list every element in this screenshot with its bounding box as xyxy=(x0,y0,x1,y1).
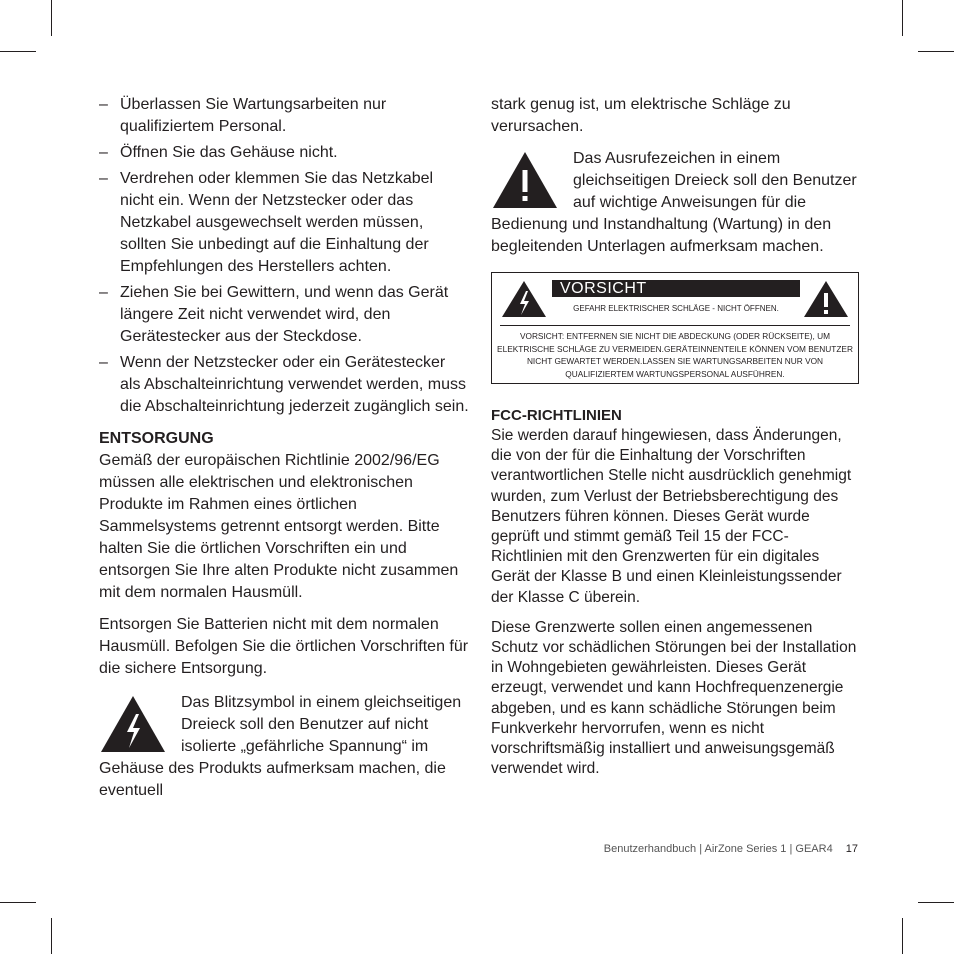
list-item xyxy=(99,142,469,164)
list-item-text: Überlassen Sie Wartungsarbeiten nur qualifiziertem Personal. xyxy=(120,96,387,135)
fcc-heading: FCC-RICHTLINIEN xyxy=(491,407,622,424)
lightning-note xyxy=(99,692,469,802)
fcc-text-1: Sie werden darauf hingewiesen, dass Änderungen, die von der für die Einhaltung der Vorschriften verantwortlichen Stelle nicht ausdrücklich genehmigt wurden, zum Verlust der Betriebsberechtigung des Benutzers führen können. Dieses Gerät wurde geprüft und stimmt gemäß Teil 15 der FCC-Richtlinien mit den Grenzwerten für ein digitales Gerät der Klasse B und einen Kleinleistungssender der Klasse C überein. xyxy=(491,427,852,606)
disposal-text: Gemäß der europäischen Richtlinie 2002/96/EG müssen alle elektrischen und elektronischen Produkte im Rahmen eines örtlichen Sammelsystems getrennt entsorgt werden. Bitte halten Sie die örtlichen Vorschriften ein und entsorgen Sie Ihre alten Produkte nicht zusammen mit dem normalen Hausmüll. xyxy=(99,452,459,601)
bullet-dash: – xyxy=(99,144,108,161)
caution-title: VORSICHT xyxy=(552,280,800,297)
fcc-text-2: Diese Grenzwerte sollen einen angemessenen Schutz vor schädlichen Störungen bei der Installation in Wohngebieten gewährleisten. Dieses Gerät erzeugt, verwendet und kann Hochfrequenzenergie abgeben, und es kann schädliche Störungen beim Funkverkehr hervorrufen, wenn es nicht vorschriftsmäßig installiert und anweisungsgemäß verwendet wird. xyxy=(491,618,857,778)
crop-mark xyxy=(918,51,954,52)
footer-text: Benutzerhandbuch | AirZone Series 1 | GEAR4 xyxy=(603,843,833,855)
lightning-warning-icon xyxy=(99,692,181,756)
exclamation-text: Das Ausrufezeichen in einem gleichseitigen Dreieck soll den Benutzer auf wichtige Anweisungen für die Bedienung und Instandhaltung (Wartung) in den begleitenden Unterlagen aufmerksam machen. xyxy=(491,150,857,255)
bullet-dash: – xyxy=(99,284,108,301)
bullet-dash: – xyxy=(99,170,108,187)
list-item xyxy=(99,282,469,348)
disposal-heading: ENTSORGUNG xyxy=(99,430,214,447)
list-item-text: Öffnen Sie das Gehäuse nicht. xyxy=(120,144,338,161)
battery-text: Entsorgen Sie Batterien nicht mit dem normalen Hausmüll. Befolgen Sie die örtlichen Vorschriften für die sichere Entsorgung. xyxy=(99,616,469,677)
page-number: 17 xyxy=(845,843,858,855)
list-item xyxy=(99,94,469,138)
right-column xyxy=(491,94,859,789)
lightning-warning-icon xyxy=(500,279,548,319)
bullet-dash: – xyxy=(99,96,108,113)
page-footer xyxy=(604,843,858,855)
list-item-text: Ziehen Sie bei Gewittern, und wenn das Gerät längere Zeit nicht verwendet wird, den Gerätestecker aus der Steckdose. xyxy=(120,284,449,345)
list-item-text: Wenn der Netzstecker oder ein Gerätestecker als Abschalteinrichtung verwendet werden, muss die Abschalteinrichtung jederzeit zugänglich sein. xyxy=(120,354,469,415)
crop-mark xyxy=(0,902,36,903)
crop-mark xyxy=(918,902,954,903)
caution-header xyxy=(492,273,858,325)
exclamation-warning-icon xyxy=(491,148,573,212)
continuation-text: stark genug ist, um elektrische Schläge zu verursachen. xyxy=(491,96,791,135)
caution-body: VORSICHT: ENTFERNEN SIE NICHT DIE ABDECKUNG (ODER RÜCKSEITE), UM ELEKTRISCHE SCHLÄGE ZU VERMEIDEN.GERÄTEINNENTEILE KÖNNEN VOM BENUTZER NICHT GEWARTET WERDEN.LASSEN SIE WARTUNGSARBEITEN NUR VON QUALIFIZIERTEM WARTUNGSPERSONAL AUSFÜHREN. xyxy=(497,331,853,379)
list-item xyxy=(99,352,469,418)
crop-mark xyxy=(902,0,903,36)
list-item-text: Verdrehen oder klemmen Sie das Netzkabel nicht ein. Wenn der Netzstecker oder das Netzkabel ausgewechselt werden müssen, sollten Sie unbedingt auf die Einhaltung der Empfehlungen des Herstellers achten. xyxy=(120,170,434,275)
bullet-dash: – xyxy=(99,354,108,371)
crop-mark xyxy=(0,51,36,52)
crop-mark xyxy=(902,918,903,954)
caution-label xyxy=(491,272,859,384)
caution-subtitle: GEFAHR ELEKTRISCHER SCHLÄGE - NICHT ÖFFNEN. xyxy=(573,304,779,313)
crop-mark xyxy=(51,0,52,36)
crop-mark xyxy=(51,918,52,954)
list-item xyxy=(99,168,469,278)
lightning-text: Das Blitzsymbol in einem gleichseitigen Dreieck soll den Benutzer auf nicht isolierte „gefährliche Spannung“ im Gehäuse des Produkts aufmerksam machen, die eventuell xyxy=(99,694,462,799)
exclamation-warning-icon xyxy=(802,279,850,319)
exclamation-note xyxy=(491,148,859,258)
left-column xyxy=(99,94,469,802)
